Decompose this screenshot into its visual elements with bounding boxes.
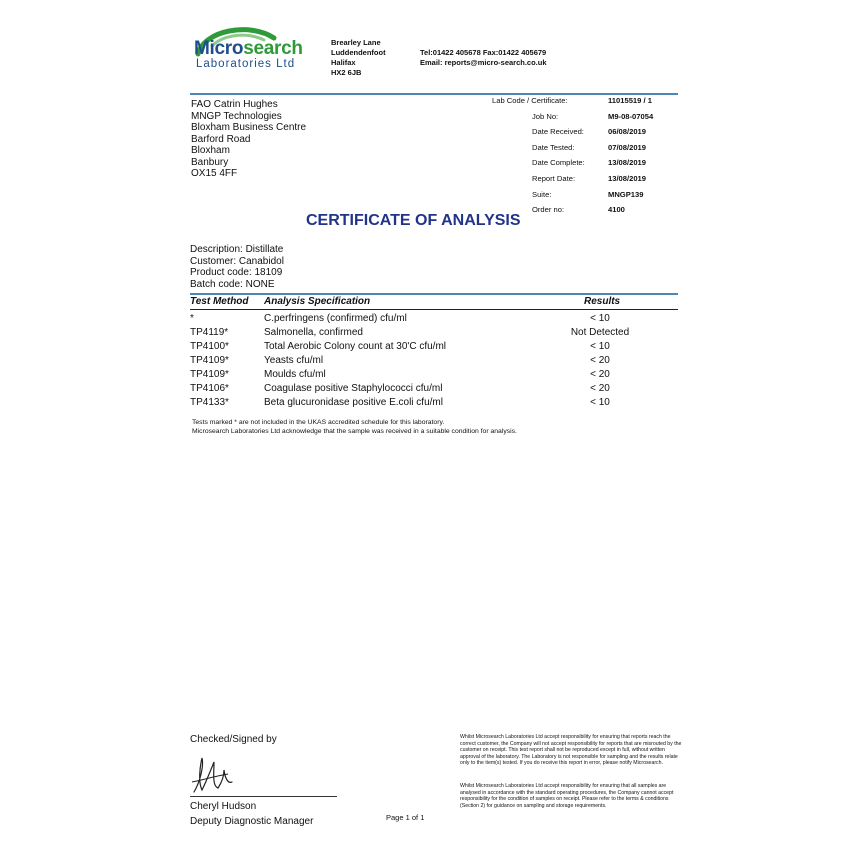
checked-signed-label: Checked/Signed by: [190, 734, 277, 745]
table-row: TP4109* Yeasts cfu/ml < 20: [190, 355, 610, 366]
meta-label: Report Date:: [532, 173, 576, 183]
table-row: * C.perfringens (confirmed) cfu/ml < 10: [190, 313, 610, 324]
meta-value: 07/08/2019: [608, 142, 647, 152]
meta-label: Date Tested:: [532, 142, 575, 152]
logo-wordmark: Microsearch: [194, 38, 303, 59]
meta-label: Order no:: [532, 205, 565, 215]
column-header-results: Results: [584, 296, 621, 307]
signer-details: [190, 799, 313, 829]
meta-value: 06/08/2019: [608, 127, 647, 137]
sample-description: Description: Distillate Customer: Canabidol Product code: 18109 Batch code: NONE: [190, 244, 284, 290]
table-row: TP4109* Moulds cfu/ml < 20: [190, 369, 610, 380]
footnotes: Tests marked * are not included in the UKAS accredited schedule for this laboratory. Microsearch Laboratories Ltd acknowledge that the sample was received in a suitable condition for analysis.: [192, 419, 517, 435]
signer-role: Deputy Diagnostic Manager: [190, 816, 314, 827]
column-header-test-method: Test Method: [190, 296, 249, 307]
logo-subtitle: Laboratories Ltd: [196, 58, 296, 70]
meta-label: Date Received:: [532, 127, 584, 137]
lab-contact: Tel:01422 405678 Fax:01422 405679 Email: reports@micro-search.co.uk: [420, 48, 547, 67]
table-row: TP4100* Total Aerobic Colony count at 30'C cfu/ml < 10: [190, 341, 610, 352]
meta-label: Date Complete:: [532, 158, 585, 168]
meta-label: Suite:: [532, 189, 552, 199]
meta-value: MNGP139: [608, 189, 644, 199]
table-row: TP4133* Beta glucuronidase positive E.coli cfu/ml < 10: [190, 397, 610, 408]
recipient-address: FAO Catrin Hughes MNGP Technologies Bloxham Business Centre Barford Road Bloxham Banbury OX15 4FF: [191, 99, 307, 179]
lab-address: Brearley Lane Luddendenfoot Halifax HX2 6JB: [331, 38, 386, 77]
table-row: TP4106* Coagulase positive Staphylococci cfu/ml < 20: [190, 383, 610, 394]
meta-value: M9-08-07054: [608, 111, 654, 121]
meta-value: 13/08/2019: [608, 173, 647, 183]
page-number: Page 1 of 1: [386, 813, 425, 822]
certificate-meta: [490, 96, 690, 221]
disclaimer-routing: Whilst Microsearch Laboratories Ltd accept responsibility for ensuring that reports reach the correct customer, the Company will not accept responsibility for reports that are misrouted by the customer on receipt. This test report shall not be reproduced except in full, without written approval of the laboratory. The Laboratory is not responsible for sampling and the results relate only to the item(s) tested. If you do receive this report in error, please notify Microsearch.: [460, 734, 682, 766]
meta-label: Job No:: [532, 111, 559, 121]
signer-name: Cheryl Hudson: [190, 801, 257, 812]
signature-image: [188, 752, 248, 796]
results-table: [190, 313, 678, 411]
header-divider: [190, 93, 678, 95]
meta-value: 11015519 / 1: [608, 96, 652, 105]
meta-value: 13/08/2019: [608, 158, 647, 168]
table-header-divider: [190, 309, 678, 310]
disclaimer-samples: Whilst Microsearch Laboratories Ltd accept responsibility for ensuring that all samples are analysed in accordance with the standard operating procedures, the Company cannot accept responsibility for the condition of samples on receipt. Please refer to the terms & conditions (Section 2) for guidance on sampling and storage requirements.: [460, 783, 674, 809]
table-row: TP4119* Salmonella, confirmed Not Detected: [190, 327, 630, 338]
table-top-divider: [190, 293, 678, 295]
page-title: CERTIFICATE OF ANALYSIS: [306, 212, 521, 229]
meta-value: 4100: [608, 205, 625, 215]
column-header-analysis: Analysis Specification: [264, 296, 371, 307]
signature-line: [190, 796, 337, 797]
meta-label: Lab Code / Certificate:: [492, 96, 568, 105]
